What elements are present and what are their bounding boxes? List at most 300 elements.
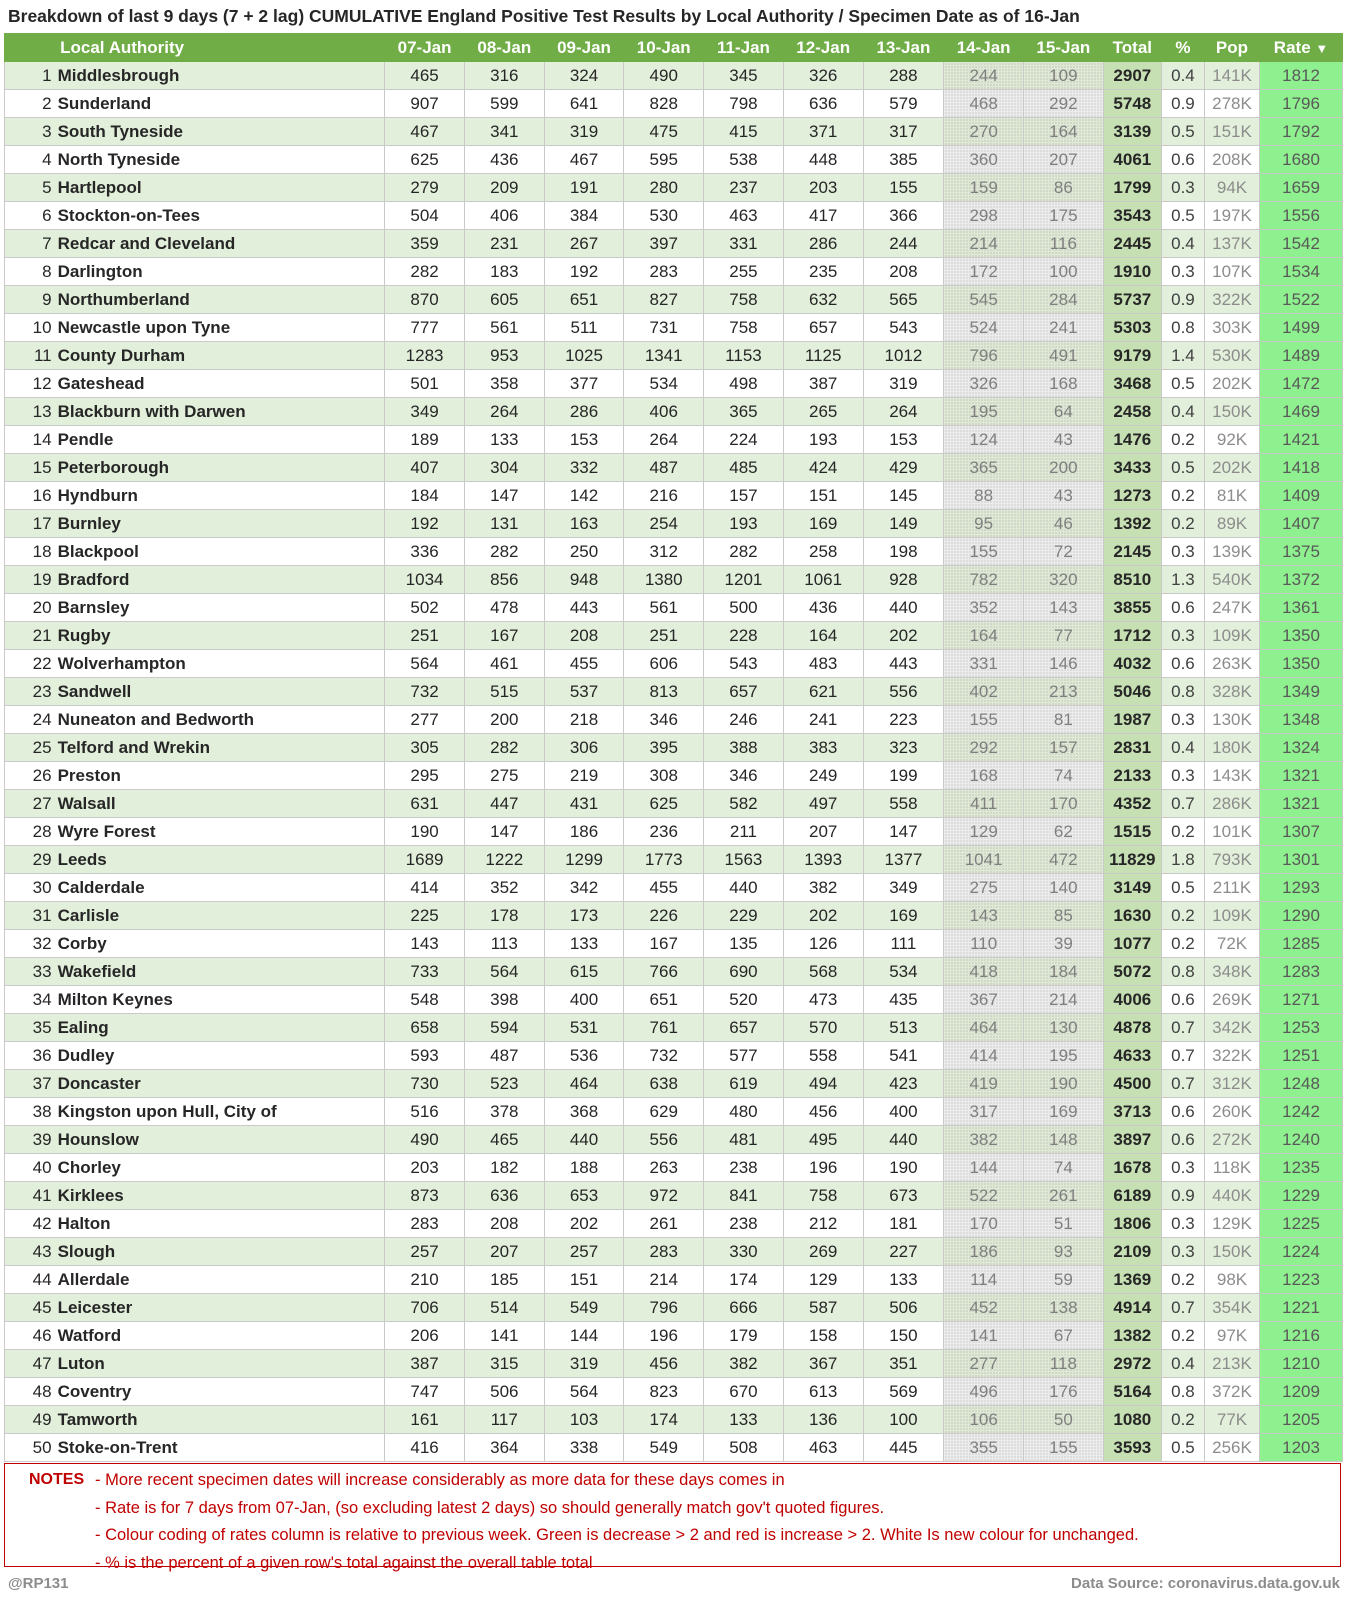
rate-cell: 1534 [1260,258,1343,286]
lag-day-cell: 148 [1024,1126,1104,1154]
table-row[interactable] [5,286,1343,314]
rank-cell: 19 [5,566,56,594]
table-row[interactable] [5,958,1343,986]
authority-cell: Darlington [56,258,385,286]
table-row[interactable] [5,1238,1343,1266]
total-cell: 1392 [1103,510,1161,538]
lag-day-cell: 59 [1024,1266,1104,1294]
rank-cell: 16 [5,482,56,510]
table-body [5,62,1343,1462]
table-row[interactable] [5,174,1343,202]
table-row[interactable] [5,1126,1343,1154]
table-row[interactable] [5,202,1343,230]
lag-day-cell: 144 [944,1154,1024,1182]
rate-cell: 1321 [1260,790,1343,818]
table-row[interactable] [5,846,1343,874]
pop-cell: 247K [1204,594,1259,622]
total-cell: 4500 [1103,1070,1161,1098]
authority-cell: Hyndburn [56,482,385,510]
day-cell: 758 [704,314,784,342]
day-cell: 257 [544,1238,624,1266]
results-table [4,33,1343,1462]
rank-cell: 35 [5,1014,56,1042]
day-cell: 424 [783,454,863,482]
lag-day-cell: 77 [1024,622,1104,650]
total-cell: 1806 [1103,1210,1161,1238]
total-cell: 1799 [1103,174,1161,202]
pct-cell: 0.6 [1161,986,1204,1014]
pct-cell: 1.3 [1161,566,1204,594]
day-cell: 504 [385,202,465,230]
total-cell: 2831 [1103,734,1161,762]
day-cell: 279 [385,174,465,202]
day-cell: 224 [704,426,784,454]
pop-header[interactable]: Pop [1204,34,1259,62]
rate-cell: 1307 [1260,818,1343,846]
day-cell: 182 [464,1154,544,1182]
day-cell: 227 [863,1238,944,1266]
day-cell: 346 [624,706,704,734]
day-cell: 733 [385,958,465,986]
day-cell: 515 [464,678,544,706]
rate-cell: 1271 [1260,986,1343,1014]
total-cell: 1080 [1103,1406,1161,1434]
lag-day-cell: 157 [1024,734,1104,762]
day-cell: 113 [464,930,544,958]
day-cell: 117 [464,1406,544,1434]
total-cell: 5072 [1103,958,1161,986]
rate-cell: 1210 [1260,1350,1343,1378]
table-row[interactable] [5,566,1343,594]
rate-cell: 1812 [1260,62,1343,90]
lag-day-cell: 168 [1024,370,1104,398]
lag-day-cell: 524 [944,314,1024,342]
day-cell: 349 [863,874,944,902]
table-row[interactable] [5,678,1343,706]
day-header[interactable]: 11-Jan [704,34,784,62]
total-cell: 2145 [1103,538,1161,566]
day-cell: 332 [544,454,624,482]
author-credit: @RP131 [8,1575,69,1592]
day-cell: 395 [624,734,704,762]
total-cell: 4352 [1103,790,1161,818]
day-cell: 153 [863,426,944,454]
day-cell: 200 [464,706,544,734]
day-cell: 144 [544,1322,624,1350]
day-cell: 100 [863,1406,944,1434]
pop-cell: 372K [1204,1378,1259,1406]
lag-day-cell: 168 [944,762,1024,790]
pct-cell: 0.6 [1161,146,1204,174]
day-header[interactable]: 13-Jan [863,34,944,62]
table-row[interactable] [5,1154,1343,1182]
rate-cell: 1418 [1260,454,1343,482]
day-cell: 406 [464,202,544,230]
total-cell: 1678 [1103,1154,1161,1182]
authority-cell: County Durham [56,342,385,370]
table-row[interactable] [5,482,1343,510]
rank-cell: 10 [5,314,56,342]
day-header[interactable]: 07-Jan [385,34,465,62]
day-cell: 632 [783,286,863,314]
day-cell: 264 [464,398,544,426]
day-cell: 730 [385,1070,465,1098]
rate-cell: 1796 [1260,90,1343,118]
day-cell: 594 [464,1014,544,1042]
rank-cell: 1 [5,62,56,90]
total-cell: 4032 [1103,650,1161,678]
day-cell: 556 [624,1126,704,1154]
day-cell: 534 [863,958,944,986]
rate-cell: 1372 [1260,566,1343,594]
lag-day-cell: 43 [1024,482,1104,510]
day-cell: 556 [863,678,944,706]
day-cell: 164 [783,622,863,650]
table-row[interactable] [5,762,1343,790]
authority-cell: Bradford [56,566,385,594]
day-header[interactable]: 15-Jan [1024,34,1104,62]
lag-day-cell: 186 [944,1238,1024,1266]
rank-header [5,34,56,62]
day-cell: 1689 [385,846,465,874]
day-cell: 465 [464,1126,544,1154]
lag-day-cell: 200 [1024,454,1104,482]
table-row[interactable] [5,1406,1343,1434]
table-row[interactable] [5,706,1343,734]
table-row[interactable] [5,510,1343,538]
pct-cell: 0.4 [1161,734,1204,762]
authority-cell: Preston [56,762,385,790]
rate-cell: 1223 [1260,1266,1343,1294]
day-cell: 565 [863,286,944,314]
day-cell: 190 [385,818,465,846]
table-row[interactable] [5,258,1343,286]
day-cell: 953 [464,342,544,370]
authority-cell: Corby [56,930,385,958]
pct-cell: 0.2 [1161,902,1204,930]
table-row[interactable] [5,1182,1343,1210]
day-cell: 467 [385,118,465,146]
day-cell: 487 [624,454,704,482]
lag-day-cell: 292 [944,734,1024,762]
table-row[interactable] [5,986,1343,1014]
total-cell: 5303 [1103,314,1161,342]
day-cell: 666 [704,1294,784,1322]
day-cell: 183 [464,258,544,286]
authority-cell: Sandwell [56,678,385,706]
day-header[interactable]: 14-Jan [944,34,1024,62]
day-cell: 211 [704,818,784,846]
lag-day-cell: 143 [944,902,1024,930]
rate-cell: 1659 [1260,174,1343,202]
authority-header[interactable]: Local Authority [56,34,385,62]
table-row[interactable] [5,398,1343,426]
authority-cell: Ealing [56,1014,385,1042]
day-cell: 398 [464,986,544,1014]
day-cell: 151 [544,1266,624,1294]
lag-day-cell: 352 [944,594,1024,622]
pop-cell: 143K [1204,762,1259,790]
pop-cell: 440K [1204,1182,1259,1210]
rank-cell: 36 [5,1042,56,1070]
day-cell: 464 [544,1070,624,1098]
total-cell: 3468 [1103,370,1161,398]
pct-cell: 0.9 [1161,286,1204,314]
lag-day-cell: 1041 [944,846,1024,874]
lag-day-cell: 43 [1024,426,1104,454]
pct-cell: 0.4 [1161,62,1204,90]
day-cell: 282 [464,538,544,566]
rank-cell: 15 [5,454,56,482]
day-cell: 766 [624,958,704,986]
table-row[interactable] [5,902,1343,930]
rate-header-label: Rate [1273,37,1311,57]
day-cell: 823 [624,1378,704,1406]
day-cell: 129 [783,1266,863,1294]
day-cell: 856 [464,566,544,594]
day-cell: 387 [783,370,863,398]
day-cell: 133 [704,1406,784,1434]
day-cell: 440 [704,874,784,902]
rate-cell: 1285 [1260,930,1343,958]
day-cell: 870 [385,286,465,314]
total-cell: 4061 [1103,146,1161,174]
pop-cell: 213K [1204,1350,1259,1378]
day-cell: 202 [783,902,863,930]
pop-cell: 322K [1204,286,1259,314]
rank-cell: 46 [5,1322,56,1350]
table-row[interactable] [5,426,1343,454]
table-row[interactable] [5,538,1343,566]
table-row[interactable] [5,118,1343,146]
day-cell: 485 [704,454,784,482]
day-header[interactable]: 10-Jan [624,34,704,62]
table-row[interactable] [5,342,1343,370]
pop-cell: 540K [1204,566,1259,594]
table-row[interactable] [5,1322,1343,1350]
total-cell: 1987 [1103,706,1161,734]
table-row[interactable] [5,874,1343,902]
day-cell: 490 [624,62,704,90]
table-row[interactable] [5,1350,1343,1378]
pop-cell: 107K [1204,258,1259,286]
rate-header[interactable] [1260,34,1343,62]
table-row[interactable] [5,1378,1343,1406]
table-row[interactable] [5,790,1343,818]
day-cell: 1025 [544,342,624,370]
day-cell: 219 [544,762,624,790]
table-row[interactable] [5,454,1343,482]
rate-cell: 1489 [1260,342,1343,370]
day-cell: 582 [704,790,784,818]
pct-cell: 0.2 [1161,1322,1204,1350]
day-cell: 385 [863,146,944,174]
total-cell: 2972 [1103,1350,1161,1378]
day-cell: 178 [464,902,544,930]
rank-cell: 8 [5,258,56,286]
lag-day-cell: 155 [944,538,1024,566]
day-cell: 364 [464,1434,544,1462]
pct-cell: 0.7 [1161,1294,1204,1322]
day-cell: 198 [863,538,944,566]
day-cell: 747 [385,1378,465,1406]
authority-cell: Hartlepool [56,174,385,202]
rate-cell: 1469 [1260,398,1343,426]
day-cell: 236 [624,818,704,846]
day-cell: 351 [863,1350,944,1378]
day-cell: 174 [624,1406,704,1434]
day-cell: 257 [385,1238,465,1266]
day-cell: 341 [464,118,544,146]
authority-cell: Redcar and Cleveland [56,230,385,258]
rank-cell: 12 [5,370,56,398]
day-cell: 153 [544,426,624,454]
total-header[interactable]: Total [1103,34,1161,62]
table-row[interactable] [5,594,1343,622]
day-cell: 1377 [863,846,944,874]
day-cell: 564 [464,958,544,986]
pop-cell: 286K [1204,790,1259,818]
pop-cell: 141K [1204,62,1259,90]
rank-cell: 7 [5,230,56,258]
pct-cell: 1.8 [1161,846,1204,874]
pop-cell: 77K [1204,1406,1259,1434]
day-cell: 196 [624,1322,704,1350]
pct-header[interactable]: % [1161,34,1204,62]
day-cell: 283 [624,258,704,286]
table-row[interactable] [5,622,1343,650]
day-cell: 149 [863,510,944,538]
table-row[interactable] [5,90,1343,118]
day-cell: 658 [385,1014,465,1042]
rate-cell: 1348 [1260,706,1343,734]
authority-cell: Middlesbrough [56,62,385,90]
day-cell: 415 [704,118,784,146]
day-cell: 157 [704,482,784,510]
day-cell: 1773 [624,846,704,874]
authority-cell: Blackburn with Darwen [56,398,385,426]
lag-day-cell: 110 [944,930,1024,958]
table-row[interactable] [5,370,1343,398]
table-row[interactable] [5,734,1343,762]
pct-cell: 0.7 [1161,1070,1204,1098]
table-row[interactable] [5,1014,1343,1042]
pop-cell: 92K [1204,426,1259,454]
day-cell: 570 [783,1014,863,1042]
pct-cell: 0.5 [1161,874,1204,902]
day-cell: 463 [704,202,784,230]
authority-cell: Allerdale [56,1266,385,1294]
authority-cell: Watford [56,1322,385,1350]
pop-cell: 139K [1204,538,1259,566]
total-cell: 1515 [1103,818,1161,846]
table-row[interactable] [5,1294,1343,1322]
day-cell: 407 [385,454,465,482]
sort-desc-icon: ▼ [1315,40,1329,56]
day-header[interactable]: 09-Jan [544,34,624,62]
authority-cell: North Tyneside [56,146,385,174]
table-row[interactable] [5,930,1343,958]
lag-day-cell: 365 [944,454,1024,482]
lag-day-cell: 129 [944,818,1024,846]
day-cell: 657 [704,678,784,706]
day-cell: 443 [863,650,944,678]
rank-cell: 49 [5,1406,56,1434]
lag-day-cell: 468 [944,90,1024,118]
day-header[interactable]: 08-Jan [464,34,544,62]
table-row[interactable] [5,1042,1343,1070]
day-cell: 312 [624,538,704,566]
rate-cell: 1499 [1260,314,1343,342]
authority-cell: Chorley [56,1154,385,1182]
table-row[interactable] [5,1266,1343,1294]
pct-cell: 0.3 [1161,1154,1204,1182]
table-row[interactable] [5,62,1343,90]
rank-cell: 37 [5,1070,56,1098]
day-cell: 210 [385,1266,465,1294]
rank-cell: 21 [5,622,56,650]
table-row[interactable] [5,1210,1343,1238]
lag-day-cell: 261 [1024,1182,1104,1210]
pop-cell: 202K [1204,370,1259,398]
pop-cell: 98K [1204,1266,1259,1294]
day-cell: 359 [385,230,465,258]
rate-cell: 1221 [1260,1294,1343,1322]
day-cell: 133 [544,930,624,958]
rank-cell: 27 [5,790,56,818]
authority-cell: Wakefield [56,958,385,986]
rate-cell: 1224 [1260,1238,1343,1266]
day-cell: 1153 [704,342,784,370]
table-row[interactable] [5,314,1343,342]
table-row[interactable] [5,230,1343,258]
lag-day-cell: 284 [1024,286,1104,314]
table-row[interactable] [5,1098,1343,1126]
day-header[interactable]: 12-Jan [783,34,863,62]
day-cell: 1034 [385,566,465,594]
day-cell: 625 [624,790,704,818]
day-cell: 523 [464,1070,544,1098]
total-cell: 2445 [1103,230,1161,258]
authority-cell: Dudley [56,1042,385,1070]
day-cell: 1061 [783,566,863,594]
rate-cell: 1556 [1260,202,1343,230]
rank-cell: 47 [5,1350,56,1378]
lag-day-cell: 67 [1024,1322,1104,1350]
table-row[interactable] [5,1434,1343,1462]
lag-day-cell: 130 [1024,1014,1104,1042]
authority-cell: Blackpool [56,538,385,566]
pct-cell: 0.4 [1161,398,1204,426]
day-cell: 1222 [464,846,544,874]
day-cell: 282 [704,538,784,566]
day-cell: 431 [544,790,624,818]
day-cell: 269 [783,1238,863,1266]
total-cell: 5164 [1103,1378,1161,1406]
pop-cell: 101K [1204,818,1259,846]
table-row[interactable] [5,1070,1343,1098]
table-row[interactable] [5,650,1343,678]
day-cell: 209 [464,174,544,202]
pct-cell: 0.2 [1161,482,1204,510]
lag-day-cell: 169 [1024,1098,1104,1126]
day-cell: 641 [544,90,624,118]
table-row[interactable] [5,818,1343,846]
table-row[interactable] [5,146,1343,174]
day-cell: 246 [704,706,784,734]
day-cell: 447 [464,790,544,818]
rate-cell: 1203 [1260,1434,1343,1462]
